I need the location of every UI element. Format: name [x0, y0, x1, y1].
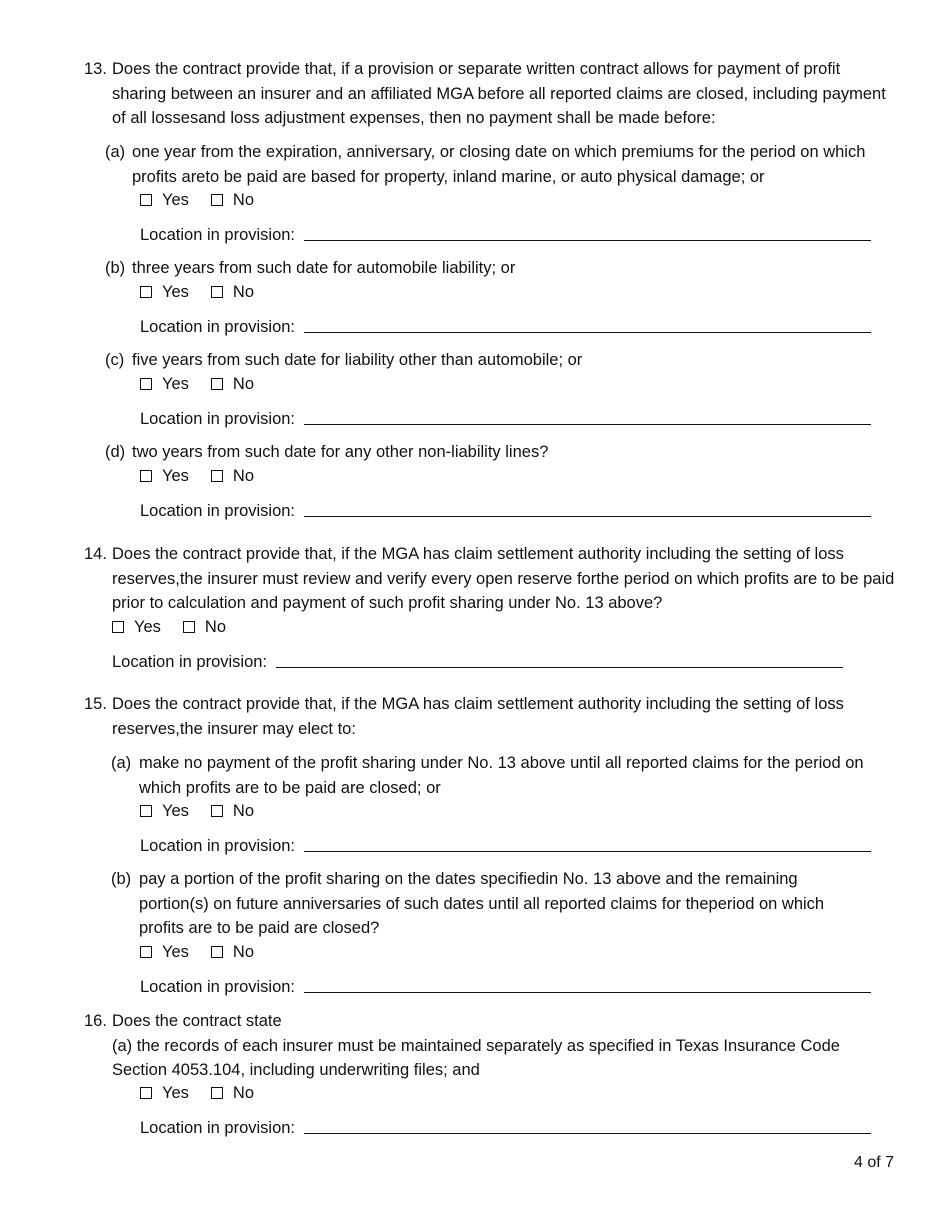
item-text: three years from such date for automobile liability; or: [132, 259, 516, 277]
yes-checkbox[interactable]: [140, 194, 152, 206]
yes-checkbox[interactable]: [140, 805, 152, 817]
no-label: No: [232, 466, 255, 485]
no-checkbox[interactable]: [211, 378, 223, 390]
no-checkbox[interactable]: [211, 194, 223, 206]
item-13b: [105, 256, 897, 281]
yes-label: Yes: [162, 282, 189, 301]
no-option[interactable]: [211, 283, 254, 302]
item-13c: [105, 348, 897, 373]
no-checkbox[interactable]: [211, 805, 223, 817]
question-number: 16.: [84, 1012, 107, 1030]
item-label: (b): [111, 870, 132, 888]
no-option[interactable]: [211, 802, 254, 821]
yes-no-14: [112, 616, 248, 638]
location-label: Location in provision:: [140, 837, 296, 855]
location-label: Location in provision:: [140, 502, 296, 520]
no-option[interactable]: [211, 943, 254, 962]
location-15a: [140, 834, 871, 856]
yes-no-15a: [140, 800, 276, 822]
yes-no-13c: [140, 373, 276, 395]
question-number: 14.: [84, 545, 107, 563]
yes-checkbox[interactable]: [140, 378, 152, 390]
yes-option[interactable]: [140, 375, 189, 394]
location-label: Location in provision:: [140, 318, 296, 336]
no-label: No: [232, 1083, 255, 1102]
no-option[interactable]: [211, 375, 254, 394]
yes-label: Yes: [162, 801, 189, 820]
location-label: Location in provision:: [140, 1119, 296, 1137]
yes-option[interactable]: [140, 467, 189, 486]
no-label: No: [232, 942, 255, 961]
yes-checkbox[interactable]: [140, 946, 152, 958]
question-14: [84, 542, 896, 616]
question-text: Does the contract provide that, if the MGA has claim settlement authority including the setting of loss reserves,the insurer may elect to:: [112, 695, 844, 738]
item-13a: [105, 140, 897, 189]
yes-checkbox[interactable]: [140, 470, 152, 482]
no-option[interactable]: [211, 191, 254, 210]
yes-option[interactable]: [140, 802, 189, 821]
no-checkbox[interactable]: [211, 286, 223, 298]
question-15: [84, 692, 896, 741]
location-label: Location in provision:: [140, 226, 296, 244]
page-number: 4 of 7: [853, 1154, 894, 1171]
no-checkbox[interactable]: [183, 621, 195, 633]
yes-no-13b: [140, 281, 276, 303]
item-13d: [105, 440, 897, 465]
yes-option[interactable]: [112, 618, 161, 637]
question-13: [84, 57, 896, 131]
item-label: (a): [105, 143, 126, 161]
location-input-line[interactable]: [304, 1132, 871, 1134]
no-option[interactable]: [183, 618, 226, 637]
yes-label: Yes: [162, 942, 189, 961]
yes-option[interactable]: [140, 1084, 189, 1103]
location-13a: [140, 223, 871, 245]
location-label: Location in provision:: [140, 410, 296, 428]
no-checkbox[interactable]: [211, 1087, 223, 1099]
no-label: No: [232, 374, 255, 393]
no-label: No: [232, 190, 255, 209]
item-label: (b): [105, 259, 126, 277]
no-label: No: [204, 617, 227, 636]
location-13c: [140, 407, 871, 429]
item-label: (a): [111, 754, 132, 772]
yes-checkbox[interactable]: [140, 286, 152, 298]
question-16: [84, 1009, 896, 1083]
question-number: 15.: [84, 695, 107, 713]
no-checkbox[interactable]: [211, 946, 223, 958]
location-input-line[interactable]: [304, 850, 871, 852]
location-input-line[interactable]: [304, 423, 871, 425]
item-text: pay a portion of the profit sharing on the dates specifiedin No. 13 above and the remaining portion(s) on future anniversaries of such dates until all reported claims for theperiod on which profits are to be paid are closed?: [139, 870, 825, 937]
location-13b: [140, 315, 871, 337]
item-text: make no payment of the profit sharing under No. 13 above until all reported claims for the period on which profits are to be paid are closed; or: [139, 754, 864, 797]
location-15b: [140, 975, 871, 997]
yes-label: Yes: [162, 466, 189, 485]
yes-option[interactable]: [140, 191, 189, 210]
item-label: (c): [105, 351, 125, 369]
yes-checkbox[interactable]: [140, 1087, 152, 1099]
no-checkbox[interactable]: [211, 470, 223, 482]
question-text: Does the contract state: [112, 1012, 282, 1030]
location-16a: [140, 1116, 871, 1138]
location-input-line[interactable]: [304, 991, 871, 993]
yes-label: Yes: [162, 190, 189, 209]
item-text: one year from the expiration, anniversary, or closing date on which premiums for the period on which profits areto be paid are based for property, inland marine, or auto physical damage; or: [132, 143, 866, 186]
location-label: Location in provision:: [112, 653, 268, 671]
location-input-line[interactable]: [304, 239, 871, 241]
yes-option[interactable]: [140, 283, 189, 302]
location-input-line[interactable]: [304, 331, 871, 333]
yes-no-13a: [140, 189, 276, 211]
yes-label: Yes: [134, 617, 161, 636]
yes-no-13d: [140, 465, 276, 487]
yes-label: Yes: [162, 1083, 189, 1102]
item-text: five years from such date for liability other than automobile; or: [132, 351, 583, 369]
question-text: Does the contract provide that, if the MGA has claim settlement authority including the setting of loss reserves,the insurer must review and verify every open reserve forthe period on which profits are to be paid prior to calculation and payment of such profit sharing under No. 13 above?: [112, 545, 895, 612]
yes-option[interactable]: [140, 943, 189, 962]
location-14: [112, 650, 843, 672]
item-15a: [111, 751, 886, 800]
location-input-line[interactable]: [276, 666, 843, 668]
yes-no-15b: [140, 941, 276, 963]
no-option[interactable]: [211, 1084, 254, 1103]
question-number: 13.: [84, 60, 107, 78]
location-label: Location in provision:: [140, 978, 296, 996]
item-15b: [111, 867, 871, 941]
item-label: (d): [105, 443, 126, 461]
yes-label: Yes: [162, 374, 189, 393]
question-subtext: (a) the records of each insurer must be maintained separately as specified in Texas Insurance Code Section 4053.104, including underwriting files; and: [112, 1036, 840, 1079]
yes-no-16a: [140, 1082, 276, 1104]
no-option[interactable]: [211, 467, 254, 486]
location-input-line[interactable]: [304, 515, 871, 517]
no-label: No: [232, 801, 255, 820]
question-text: Does the contract provide that, if a provision or separate written contract allows for payment of profit sharing between an insurer and an affiliated MGA before all reported claims are closed, including payment of all lossesand loss adjustment expenses, then no payment shall be made before:: [112, 60, 886, 127]
yes-checkbox[interactable]: [112, 621, 124, 633]
item-text: two years from such date for any other non-liability lines?: [132, 443, 549, 461]
no-label: No: [232, 282, 255, 301]
location-13d: [140, 499, 871, 521]
